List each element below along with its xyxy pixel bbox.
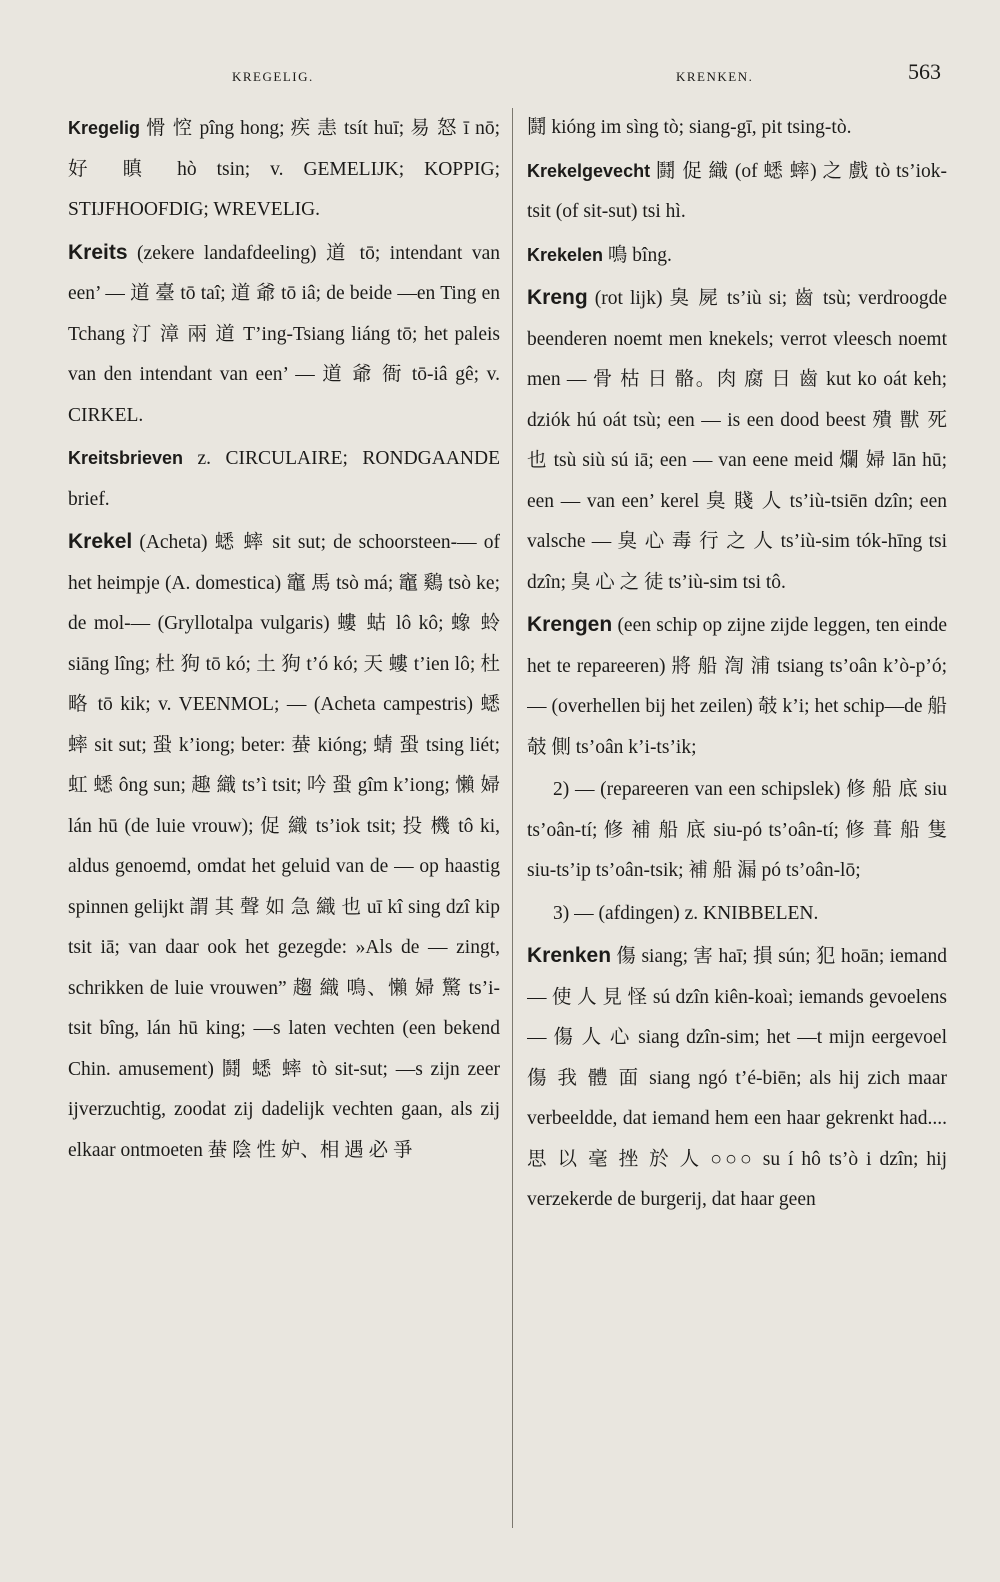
right-column: [527, 108, 947, 1563]
entry-body: 鳴 bîng.: [607, 244, 672, 266]
dictionary-entry: [527, 278, 947, 603]
entry-headword: Krekel: [68, 530, 133, 553]
dictionary-entry: [527, 605, 947, 768]
entry-headword: Kregelig: [68, 118, 141, 138]
dictionary-entry: [68, 233, 500, 437]
entry-body: 鬪 促 織 (of 蟋 蟀) 之 戲 tò ts’iok-tsit (of sit-sut) tsi hì.: [527, 160, 947, 222]
entry-body: 鬪 kióng im sìng tò; siang-gī, pit tsing-tò.: [527, 117, 852, 138]
entry-headword: Kreits: [68, 240, 128, 264]
dictionary-entry: [527, 151, 947, 233]
entry-headword: Krenken: [527, 944, 612, 967]
entry-headword: Krekelen: [527, 244, 604, 265]
entry-body: (zekere landafdeeling) 道 tō; intendant van een’ — 道 臺 tō taî; 道 爺 tō iâ; de beide —en Ting en Tchang 汀 漳 兩 道 T’ing-Tsiang liáng tō; het paleis van den intendant van een’ — 道 爺 衙 tō-iâ gê; v. CIRKEL.: [68, 242, 500, 426]
page-number: 563: [908, 59, 941, 84]
dictionary-entry: [527, 936, 947, 1221]
header-right-guideword: KRENKEN.: [676, 69, 754, 84]
entry-headword: Krengen: [527, 613, 613, 636]
entry-headword: Kreng: [527, 286, 588, 309]
running-header: [0, 55, 1000, 95]
left-column: [68, 108, 500, 1563]
dictionary-entry: [68, 522, 500, 1171]
header-left-guideword: KREGELIG.: [232, 69, 314, 84]
entry-body: (Acheta) 蟋 蟀 sit sut; de schoorsteen-— of het heimpje (A. domestica) 竈 馬 tsò má; 竈 鷄 tsò ke; de mol-— (Gryllotalpa vulgaris) 螻 蛄 lô kô; 蟓 蛉 siāng lîng; 杜 狗 tō kó; 土 狗 t’ó kó; 天 螻 t’ien lô; 杜 略 tō kik; v. VEENMOL; — (Acheta campestris) 蟋 蟀 sit sut; 蛩 k’iong; beter: 蛬 kióng; 蜻 蛩 tsing liét; 虹 蟋 ông sun; 趣 織 ts’ì tsit; 吟 蛩 gîm k’iong; 懶 婦 lán hū (de luie vrouw); 促 織 ts’iok tsit; 投 機 tô ki, aldus genoemd, omdat het geluid van de — op haastig spinnen gelijkt 謂 其 聲 如 急 織 也 uī kî sing dzî kip tsit iā; van daar ook het gezegde: »Als de — zingt, schrikken de luie vrouwen” 趨 織 鳴、懶 婦 驚 ts’i-tsit bîng, lán hū king; —s laten vechten (een bekend Chin. amusement) 鬪 蟋 蟀 tò sit-sut; —s zijn zeer ijverzuchtig, zoodat zij dadelijk vechten gaan, als zij elkaar ontmoeten 蛬 陰 性 妒、相 遇 必 爭: [68, 532, 500, 1161]
dictionary-entry: [527, 894, 947, 935]
entry-body: 愲 悾 pîng hong; 疾 恚 tsít huī; 易 怒 ī nō; 好 瞋 hò tsin; v. GEMELIJK; KOPPIG; STIJFHOOFDIG; WREVELIG.: [68, 118, 500, 220]
entry-body: z. CIRCULAIRE; RONDGAANDE brief.: [68, 448, 500, 510]
entry-body: 傷 siang; 害 haī; 損 sún; 犯 hoān; iemand — 使 人 見 怪 sú dzîn kiên-koaì; iemands gevoelens — 傷 人 心 siang dzîn-sim; het —t mijn eergevoel 傷 我 體 面 siang ngó t’é-biēn; als hij zich maar verbeeldde, dat iemand hem een haar gekrenkt had.... 思 以 毫 挫 於 人 ○○○ su í hô ts’ò i dzîn; hij verzekerde de burgerij, dat haar geen: [527, 946, 947, 1210]
entry-body: (rot lijk) 臭 屍 ts’iù si; 齒 tsù; verdroogde beenderen noemt men knekels; verrot vleesch noemt men — 骨 枯 日 骼。肉 腐 日 齒 kut ko oát keh; dziók hú oát tsù; een — is een dood beest 殨 獸 死 也 tsù siù sú iā; een — van eene meid 爛 婦 lān hū; een — van een’ kerel 臭 賤 人 ts’iù-tsiēn dzîn; een valsche — 臭 心 毒 行 之 人 ts’iù-sim tók-hīng tsi dzîn; 臭 心 之 徒 ts’iù-sim tsi tô.: [527, 288, 947, 593]
dictionary-entry: [527, 108, 947, 149]
entry-body: (een schip op zijne zijde leggen, ten einde het te repareeren) 將 船 渹 浦 tsiang ts’oân k’ò-p’ó; — (overhellen bij het zeilen) 攲 k’i; het schip—de 船 攲 側 ts’oân k’i-ts’ik;: [527, 615, 947, 758]
dictionary-entry: [527, 235, 947, 277]
entry-body: 3) — (afdingen) z. KNIBBELEN.: [553, 902, 819, 924]
dictionary-entry: [527, 770, 947, 892]
dictionary-entry: [68, 438, 500, 520]
entry-body: 2) — (repareeren van een schipslek) 修 船 底 siu ts’oân-tí; 修 補 船 底 siu-pó ts’oân-tí; 修 葺 船 隻 siu-ts’ip ts’oân-tsik; 補 船 漏 pó ts’oân-lō;: [527, 779, 947, 881]
entry-headword: Krekelgevecht: [527, 160, 651, 181]
column-divider: [512, 108, 513, 1528]
entry-headword: Kreitsbrieven: [68, 448, 184, 468]
dictionary-entry: [68, 108, 500, 231]
